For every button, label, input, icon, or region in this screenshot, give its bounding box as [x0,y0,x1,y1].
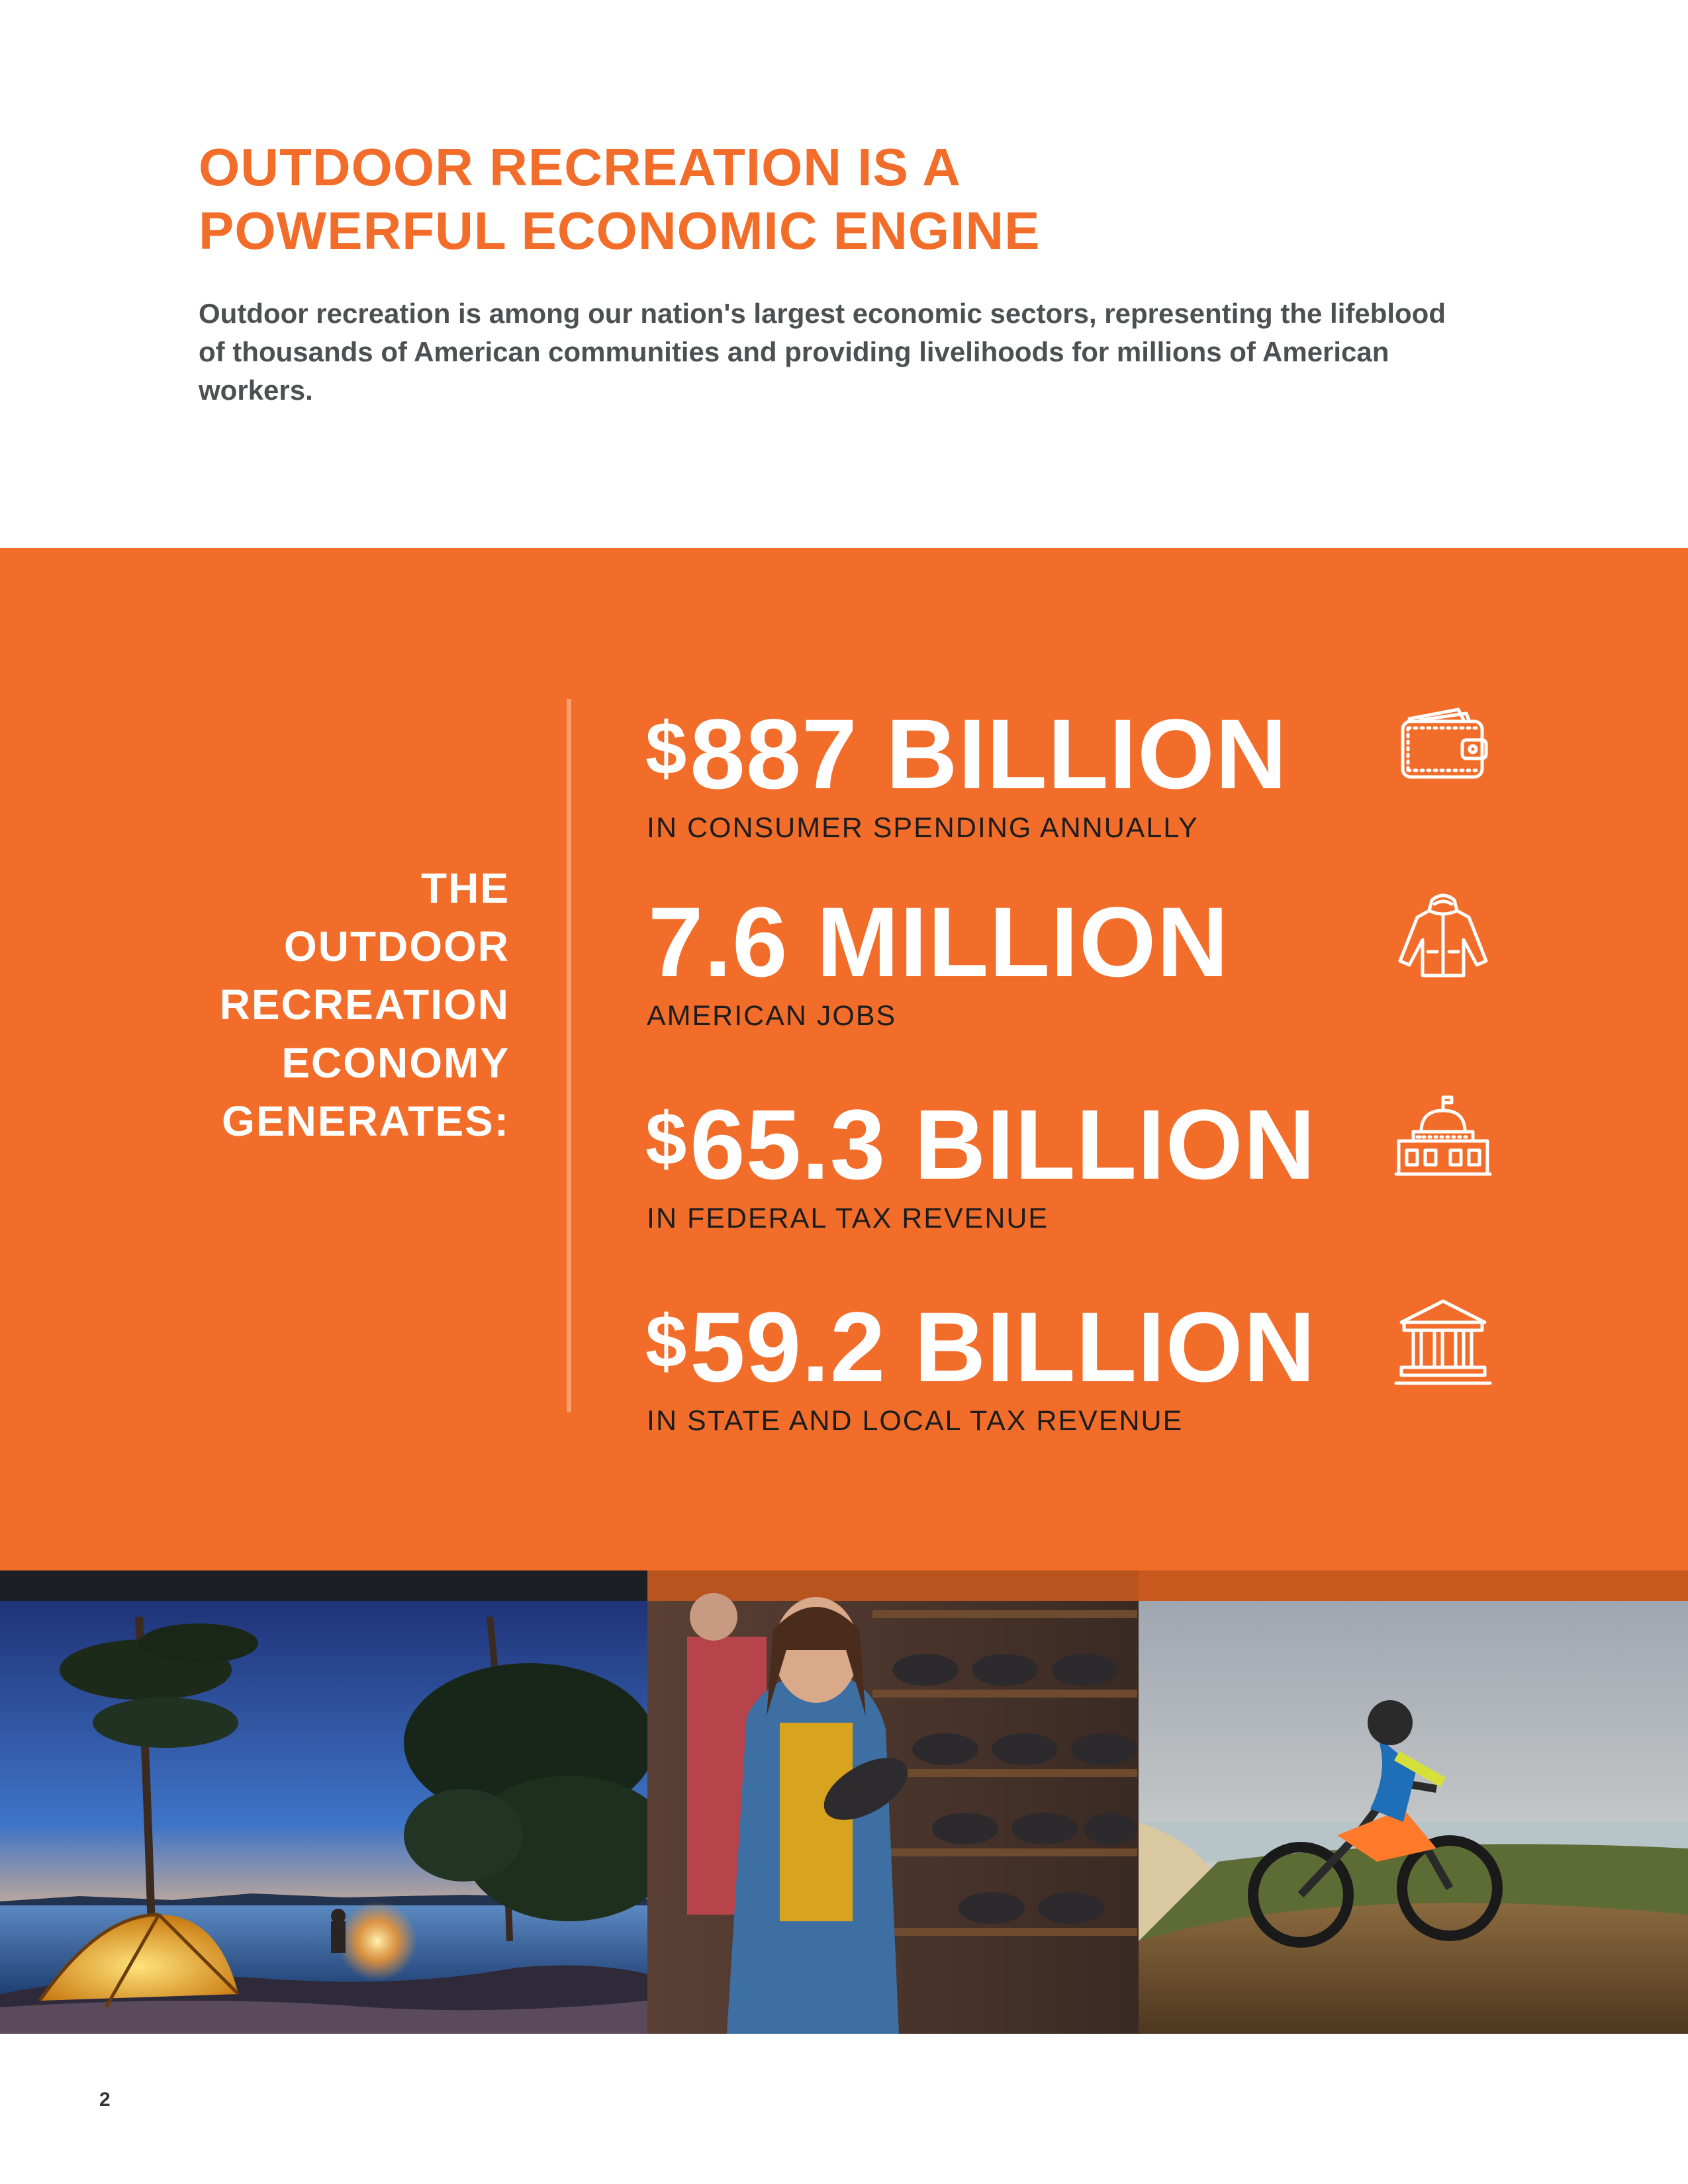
stat-label: AMERICAN JOBS [647,1000,897,1032]
stat-state-local-tax [645,1292,1638,1464]
stat-value [645,698,1288,809]
economy-heading-line: RECREATION [219,981,510,1028]
stat-amount: 887 BILLION [690,698,1288,809]
currency-symbol: $ [645,1300,688,1383]
economy-highlight-band [0,548,1688,1570]
stat-value [645,1291,1316,1402]
lakeside-camping-photo [0,1570,647,2034]
stat-label: IN CONSUMER SPENDING ANNUALLY [647,812,1199,844]
gear-store-scene-image [647,1570,1139,2034]
economy-heading-line: ECONOMY [281,1039,510,1087]
stat-value [645,886,1229,997]
stat-american-jobs [645,887,1638,1059]
stat-value [645,1089,1316,1200]
capitol-building-icon [1393,1091,1493,1190]
currency-symbol: $ [645,707,688,790]
economy-heading-line: THE [421,864,510,912]
economy-heading [113,859,510,1150]
stat-amount: 65.3 BILLION [690,1089,1316,1200]
stat-amount: 59.2 BILLION [690,1291,1316,1402]
camping-scene-image [0,1570,647,2034]
stat-federal-tax [645,1089,1638,1261]
economy-heading-line: OUTDOOR [283,923,510,970]
stat-amount: 7.6 MILLION [648,886,1229,997]
page-title [199,136,1040,263]
outdoor-gear-store-photo [647,1570,1139,2034]
wallet-icon [1393,700,1493,799]
stat-label: IN STATE AND LOCAL TAX REVENUE [647,1405,1184,1437]
photo-strip [0,1570,1688,2034]
stat-label: IN FEDERAL TAX REVENUE [647,1203,1049,1234]
stat-consumer-spending [645,699,1638,871]
page-title-line-2: POWERFUL ECONOMIC ENGINE [199,201,1041,260]
intro-paragraph: Outdoor recreation is among our nation's largest economic sectors, representing the lifeblood of thousands of American communities and providing livelihoods for millions of American workers. [199,298,1446,406]
economy-heading-line: GENERATES: [222,1097,510,1145]
currency-symbol: $ [645,1097,688,1180]
state-building-icon [1393,1293,1493,1392]
dirt-bike-scene-image [1139,1570,1688,2034]
page-title-line-1: OUTDOOR RECREATION IS A [199,138,961,197]
vertical-divider [567,699,571,1412]
page-number: 2 [99,2089,111,2111]
dirt-bike-rider-photo [1139,1570,1688,2034]
jacket-icon [1393,888,1493,987]
